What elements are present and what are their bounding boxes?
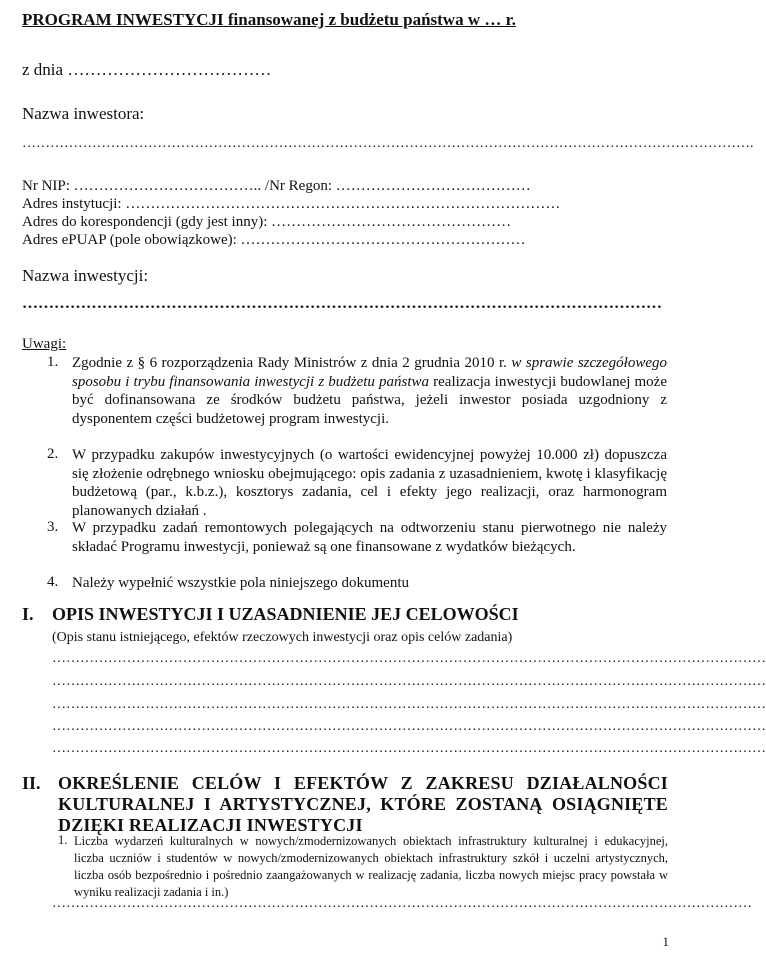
section-2-title: OKREŚLENIE CELÓW I EFEKTÓW Z ZAKRESU DZIAŁALNOŚCI KULTURALNEJ I ARTYSTYCZNEJ, KTÓRE ZOSTANĄ OSIĄGNIĘTE DZIĘKI REALIZACJI INWESTYCJI — [58, 773, 668, 835]
note-number: 2. — [47, 446, 59, 462]
note-text: Zgodnie z § 6 rozporządzenia Rady Ministrów z dnia 2 grudnia 2010 r. w sprawie szczegółowego sposobu i trybu finansowania inwestycji z budżetu państwa realizacja inwestycji budowlanej może być dofinansowana ze środków budżetu państwa, jeżeli inwestor posiada uzgodniony z dysponentem części budżetowej program inwestycji. — [72, 355, 668, 427]
nip-regon-line[interactable]: Nr NIP: ……………………………….. /Nr Regon: ………………………………… — [22, 178, 531, 194]
note-number: 1. — [47, 354, 59, 370]
address-line[interactable]: Adres instytucji: …………………………………………………………………………… — [22, 196, 561, 212]
investment-label: Nazwa inwestycji: — [22, 266, 149, 285]
investor-field[interactable]: …………………………………………………………………………………………………………………………………………. — [22, 136, 754, 151]
section-2-item-text: Liczba wydarzeń kulturalnych w nowych/zmodernizowanych obiektach infrastruktury kulturalnej i edukacyjnej, liczba uczniów i studentów w nowych/zmodernizowanych obiektach infrastruktury szkół i uczelni artystycznych, liczba osób bezpośrednio i pośrednio zaangażowanych w realizację zadania, liczba nowych miejsc pracy powstała w wyniku realizacji zadania i in.) — [74, 834, 668, 899]
notes-label: Uwagi: — [22, 336, 67, 352]
document-title: PROGRAM INWESTYCJI finansowanej z budżetu państwa w … r. — [22, 10, 516, 29]
investment-field[interactable]: ………………………………………………………………………………………………………… — [22, 295, 662, 312]
section-1-field-line[interactable]: ……………………………………………………………………………………………………………………………………… — [52, 719, 766, 734]
date-line: z dnia ……………………………… — [22, 60, 272, 79]
section-1-field-line[interactable]: ……………………………………………………………………………………………………………………………………… — [52, 674, 766, 689]
section-1-field-line[interactable]: ……………………………………………………………………………………………………………………………………… — [52, 697, 766, 712]
section-2-item-number: 1. — [58, 833, 68, 847]
section-1-title: OPIS INWESTYCJI I UZASADNIENIE JEJ CELOWOŚCI — [52, 604, 519, 624]
section-1-number: I. — [22, 604, 34, 624]
section-2-field-line[interactable]: …………………………………………………………………………………………………………………………………… — [52, 896, 752, 911]
note-number: 4. — [47, 574, 59, 590]
correspondence-line[interactable]: Adres do korespondencji (gdy jest inny): ………………………………………… — [22, 214, 512, 230]
note-text: Należy wypełnić wszystkie pola niniejszego dokumentu — [72, 575, 409, 591]
epuap-line[interactable]: Adres ePUAP (pole obowiązkowe): ………………………………………………… — [22, 232, 526, 248]
investor-label: Nazwa inwestora: — [22, 104, 145, 123]
note-text: W przypadku zadań remontowych polegających na odtworzeniu stanu pierwotnego nie należy składać Programu inwestycji, ponieważ są one finansowane z wydatków bieżących. — [72, 520, 667, 555]
page-number: 1 — [662, 934, 669, 949]
section-1-field-line[interactable]: ……………………………………………………………………………………………………………………………………… — [52, 741, 766, 756]
note-text: W przypadku zakupów inwestycyjnych (o wartości ewidencyjnej powyżej 10.000 zł) dopuszcza się złożenie odrębnego wniosku obejmującego: opis zadania z uzasadnieniem, kwotę i klasyfikację budżetową (par., k.b.z.), kosztorys zadania, cel i efekty jego realizacji, oraz harmonogram planowanych działań . — [72, 447, 667, 519]
note-number: 3. — [47, 519, 59, 535]
section-1-subtitle: (Opis stanu istniejącego, efektów rzeczowych inwestycji oraz opis celów zadania) — [52, 630, 513, 645]
section-2-number: II. — [22, 773, 41, 793]
section-1-field-line[interactable]: ……………………………………………………………………………………………………………………………………… — [52, 651, 766, 666]
